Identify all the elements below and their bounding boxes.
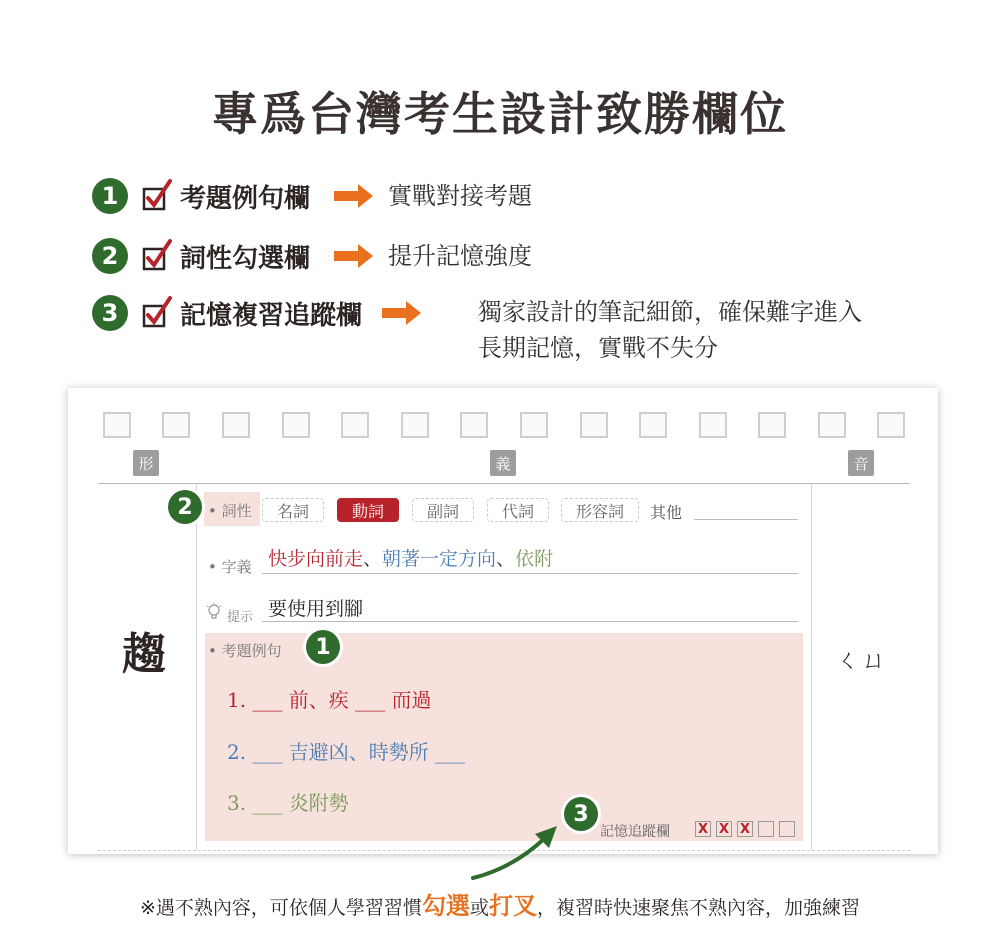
- hint-line: [262, 621, 798, 622]
- binding-hole: [758, 412, 786, 438]
- callout-badge-review: 3: [564, 797, 598, 831]
- footnote: [0, 886, 1000, 921]
- arrow-right-icon: [382, 300, 422, 326]
- meaning-line: [262, 573, 798, 574]
- binding-hole: [877, 412, 905, 438]
- review-marks: [695, 821, 795, 837]
- footnote-or: 或: [469, 897, 489, 919]
- binding-hole: [639, 412, 667, 438]
- checkbox-checked-icon: [142, 239, 172, 273]
- number-badge: 2: [92, 238, 128, 274]
- review-box-empty[interactable]: [758, 821, 774, 837]
- arrow-right-icon: [334, 243, 374, 269]
- binding-hole: [699, 412, 727, 438]
- feature-description: 實戰對接考題: [388, 182, 533, 210]
- binding-hole: [282, 412, 310, 438]
- feature-row-2: [92, 236, 532, 276]
- number-badge: 1: [92, 178, 128, 214]
- review-box-crossed[interactable]: X: [695, 821, 711, 837]
- header-meaning-tag: 義: [490, 450, 516, 476]
- footnote-check-word: 勾選: [421, 892, 470, 920]
- feature-description: 提升記憶強度: [388, 242, 533, 270]
- meaning-separator: 、: [363, 548, 383, 570]
- meaning-part-1: 快步向前走: [268, 548, 364, 570]
- binding-hole: [341, 412, 369, 438]
- pos-option-adjective[interactable]: 形容詞: [561, 498, 639, 522]
- pronunciation: ㄑㄩ: [836, 646, 888, 674]
- feature-label: 考題例句欄: [180, 183, 311, 214]
- footnote-cross-word: 打叉: [488, 892, 537, 920]
- curved-arrow-icon: [465, 822, 577, 884]
- footnote-prefix: ※遇不熟內容，可依個人學習習慣: [140, 897, 422, 919]
- number-badge: 3: [92, 295, 128, 331]
- pos-label: • 詞性: [208, 502, 252, 520]
- lightbulb-icon: [206, 603, 222, 621]
- binding-hole: [818, 412, 846, 438]
- pos-other-line: [694, 519, 798, 520]
- feature-row-3: [92, 293, 422, 333]
- binding-hole: [401, 412, 429, 438]
- meaning-part-3: 依附: [515, 548, 554, 570]
- header-sound-tag: 音: [848, 450, 874, 476]
- review-label: 記憶追蹤欄: [600, 824, 670, 840]
- column-divider-right: [811, 484, 812, 850]
- arrow-right-icon: [334, 183, 374, 209]
- meaning-text: [268, 544, 553, 571]
- review-box-crossed[interactable]: X: [737, 821, 753, 837]
- pos-option-noun[interactable]: 名詞: [262, 498, 324, 522]
- header-form-tag: 形: [133, 450, 159, 476]
- page-title: 專爲台灣考生設計致勝欄位: [212, 87, 788, 141]
- character: 趨: [122, 629, 166, 680]
- header-divider: [98, 483, 910, 484]
- checkbox-checked-icon: [142, 179, 172, 213]
- pos-option-pronoun[interactable]: 代詞: [487, 498, 549, 522]
- example-label: • 考題例句: [208, 642, 282, 660]
- feature-description-line2: 長期記憶，實戰不失分: [478, 334, 718, 362]
- meaning-label: • 字義: [208, 558, 252, 576]
- hint-text: 要使用到腳: [268, 598, 364, 620]
- binding-hole: [162, 412, 190, 438]
- footnote-suffix: ，複習時快速聚焦不熟內容，加強練習: [536, 897, 860, 919]
- pos-option-verb-selected[interactable]: 動詞: [337, 498, 399, 522]
- review-box-empty[interactable]: [779, 821, 795, 837]
- review-box-crossed[interactable]: X: [716, 821, 732, 837]
- callout-badge-example: 1: [306, 630, 340, 664]
- feature-label: 記憶複習追蹤欄: [180, 300, 363, 331]
- feature-label: 詞性勾選欄: [180, 243, 311, 274]
- hint-label: 提示: [227, 610, 254, 625]
- example-sentence-3: 3. ___ 炎附勢: [227, 791, 349, 815]
- feature-description-line1: 獨家設計的筆記細節，確保難字進入: [478, 298, 862, 326]
- feature-row-1: [92, 176, 532, 216]
- meaning-separator: 、: [496, 548, 516, 570]
- binding-hole: [103, 412, 131, 438]
- pos-other-label: 其他: [650, 503, 683, 522]
- pos-option-adverb[interactable]: 副詞: [412, 498, 474, 522]
- binding-hole: [222, 412, 250, 438]
- column-divider-left: [196, 484, 197, 850]
- callout-badge-pos: 2: [168, 490, 202, 524]
- binding-hole: [580, 412, 608, 438]
- checkbox-checked-icon: [142, 296, 172, 330]
- binding-hole: [460, 412, 488, 438]
- meaning-part-2: 朝著一定方向: [382, 548, 497, 570]
- binding-hole: [520, 412, 548, 438]
- example-sentence-2: 2. ___ 吉避凶、時勢所 ___: [227, 740, 466, 764]
- example-sentence-1: 1. ___ 前、疾 ___ 而過: [227, 688, 432, 712]
